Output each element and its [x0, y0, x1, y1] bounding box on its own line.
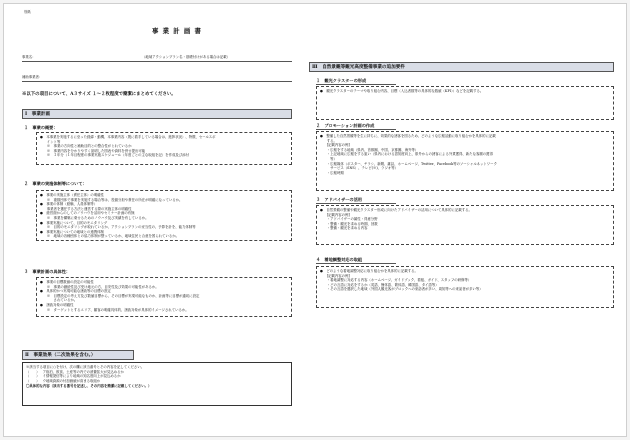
r-sub3-title: ３ アドバイザーの活用	[316, 197, 362, 202]
sub1-line: ※ 事業の方向性と補助目的との整合性がとれているか	[40, 144, 132, 149]
sub1-line: イント等	[40, 139, 61, 144]
sub1-line: ※ 事業内容を分かりやすく説明した図表や資料を併せ提出可能	[40, 148, 146, 153]
r-sub2-line: サービス（SNS）、テレビ(※)、ラジオ等）	[320, 166, 399, 171]
effect-paren: （ ）	[26, 369, 40, 374]
sub2-line: ● 事業実施について、目的のモニタリング	[40, 220, 108, 225]
section-2-box	[22, 362, 292, 406]
r-sub2-line: [記載内容の例]	[320, 143, 350, 148]
r-sub2-line: ・広報時期	[320, 170, 344, 175]
sub2-box	[36, 190, 292, 241]
section-2-header	[22, 350, 134, 360]
sub2-line: ● 経営面からのしてのノウハウを活用やセミナー計画の有無	[40, 211, 135, 216]
sub2-line: ● 事業の体制（経験、人員体制等）	[40, 202, 98, 207]
r-sub2-box	[316, 131, 614, 191]
r-sub2-line: ・広報媒体（ポスター、チラシ、新聞、雑誌、ホームページ、Twitter、Facebook等のソーシャルネットワーク	[320, 161, 497, 166]
section-3-header	[309, 62, 614, 72]
org-label: 補助事業者：	[22, 75, 43, 79]
effect-text: イ情報発信等により地域の知名度向上が見込めるか	[42, 374, 121, 379]
r-sub3-box	[316, 205, 614, 245]
sub1-title: １ 事業の概要：	[24, 125, 58, 130]
r-sub2-line: 等）	[320, 156, 337, 161]
r-sub4-underline	[316, 263, 396, 264]
doc-tag: 別紙	[24, 10, 31, 14]
r-sub4-title: ４ 着地調整対応の取組	[316, 257, 363, 262]
r-sub2-title: ２ プロモーション計画の作成	[316, 123, 375, 128]
sub3-box	[36, 277, 292, 317]
r-sub1-box	[316, 86, 614, 120]
r-sub1-underline	[316, 84, 396, 85]
instruction: ※以下の項目について、A３サイズ １～２枚程度で簡潔にまとめてください。	[22, 92, 176, 97]
doc-title: 事 業 計 画 書	[152, 27, 202, 35]
section-3-title: Ⅲ 自然景観等観光高度整備事業の追加要件	[312, 65, 405, 70]
sub2-line: ※ 地域の各種団体との協力体制が整っているか、地域住民と合意を図られているか。	[40, 234, 180, 239]
sub2-line: ● 事業実施についての地域との連携体制	[40, 229, 104, 234]
effect-paren: （ ）	[26, 378, 40, 383]
sub1-box	[36, 132, 292, 165]
sub3-line: ※ ターゲットとするエリア、顧客の明確具体的、誘致対象が具体的イメージされているか。	[40, 307, 189, 312]
r-sub3-line: ● 自然景観の整備や観光クラスター形成に向けたアドバイザーの活用について具体的に記載する。	[320, 208, 472, 212]
section-1-header	[22, 109, 292, 119]
r-sub1-title: １ 観光クラスターの形成	[316, 78, 367, 83]
r-sub2-line: ・広報をする地域（県内、首都圏、中国、京都圏、海外等）	[320, 147, 419, 152]
r-sub1-line: ● 観光クラスターのテーマや取り組む内容、目標（入込者数等の具体的な数値（KPI））などを記載する。	[320, 89, 484, 93]
sub3-line: ※ 事業の継続性及び受け地元の方、目安性及び効果の可能性があるか。	[40, 284, 159, 289]
r-sub3-line: ・整備・観光を求める時期、回数	[320, 221, 378, 226]
business-name-note: （地域アクションプラン名・基礎付けがある場合は記載）	[142, 55, 230, 59]
r-sub2-line: ● 整備した自然景観等を生に持ちに、効果的な誘客を図るため、どのような広報活動に取り組むかを具体的に記載	[320, 134, 496, 138]
sub2-line: 事業者を選任する方法と運営する際の実施主体の明確性	[40, 206, 132, 211]
document-page	[3, 3, 627, 437]
r-sub4-line: [記載内容の例]	[320, 273, 350, 278]
section-1-title: Ⅰ 事業計画	[25, 112, 51, 117]
r-sub3-line: [記載内容の例]	[320, 212, 350, 217]
sub2-line: ※ 事業を構築に乗せるためのノウハウ及び実績を有しているか。	[40, 215, 149, 220]
r-sub2-line: ・上記地域に広報をする狙い（県内における認知度向上、県外からの誘客による外貨獲得、新たな客層の獲得	[320, 152, 493, 157]
effect-item	[26, 379, 288, 384]
r-sub4-line: ● どのような着地調整対応に取り組むかを具体的に記載する。	[320, 269, 418, 273]
section-2-note: ※該当する項目に○を付け、次の欄に該当番号とその内容を記してください。	[26, 365, 145, 369]
section-2-title: Ⅱ 事業効果（二次効果を含む。）	[25, 353, 96, 358]
effect-footer: 〇具体的な内容（該当する番号を記述し、その内容を簡潔に記載してください。）	[26, 384, 152, 389]
sub3-line: ● 事業の目標数値の設定の可能性	[40, 280, 94, 284]
r-sub3-line: ・アドバイザーの属性・得意分野	[320, 217, 378, 222]
sub3-line: ● 誘致対象の明確性	[40, 302, 74, 307]
r-sub2-underline	[316, 129, 396, 130]
sub3-line: ● 具体的かつ実現可能な誘致等の目標の設定	[40, 289, 111, 294]
sub3-line: されているか。	[40, 298, 78, 303]
r-sub4-line: ・どの言語に対応をするか（英語、簡体語、繁体語、韓国語、タイ語等）	[320, 282, 439, 287]
r-sub3-underline	[316, 203, 396, 204]
sub2-title: ２ 事業の実施体制等について：	[24, 181, 87, 186]
r-sub4-box	[316, 266, 614, 308]
effect-paren: （ ）	[26, 374, 40, 379]
business-name-label: 事業名：	[22, 55, 36, 59]
r-sub3-line: ・整備・観光を求める内容	[320, 226, 368, 231]
sub2-line: ● 事業の実施主体（責任主体）の明確性	[40, 193, 104, 197]
business-name-line	[22, 61, 292, 62]
r-sub4-line: ・着地調整に対応する内容（ホームページ、ガイドブック、看板、ガイド、スタッフの研修等）	[320, 278, 472, 283]
sub2-line: ※ 目的のモニタリングが取れているか、アクションプランの妥当性の、予算を計を、能力体制等	[40, 225, 196, 230]
sub2-line: ※ 複数団体で事業を実施する場合等は、役割分担や責任の所在が明確になっているか。	[40, 197, 183, 202]
effect-text: ウ地域資源の付加価値が高まる取組か	[42, 378, 101, 383]
effect-text: ア宿泊、飲食、土産等の内での消費拡大が見込めるか	[42, 369, 124, 374]
r-sub4-line: ・その言語を選択した地域（外国人観光客がブロックへの来訪者が多い、周知等への来訪者が多い等）	[320, 287, 483, 292]
sub3-title: ３ 事業計画の具体性：	[24, 269, 71, 274]
sub1-line: ● 本事業を実施するに至った経緯・動機、本事業内容（既に着手している場合は、進捗状況）、特徴、セールスポ	[40, 135, 216, 139]
r-sub2-line: する。	[320, 138, 337, 143]
sub1-line: ※ ３年分（１年目程度の事業実施スケジュール（年度ごとの主な取組を記）を作成及び添付	[40, 153, 189, 158]
sub3-line: ※ 目標設定の考え方及び数値目標から、その目標が実現可能なものか、計画等に目標が適切に設定	[40, 293, 200, 298]
org-line	[22, 81, 292, 82]
